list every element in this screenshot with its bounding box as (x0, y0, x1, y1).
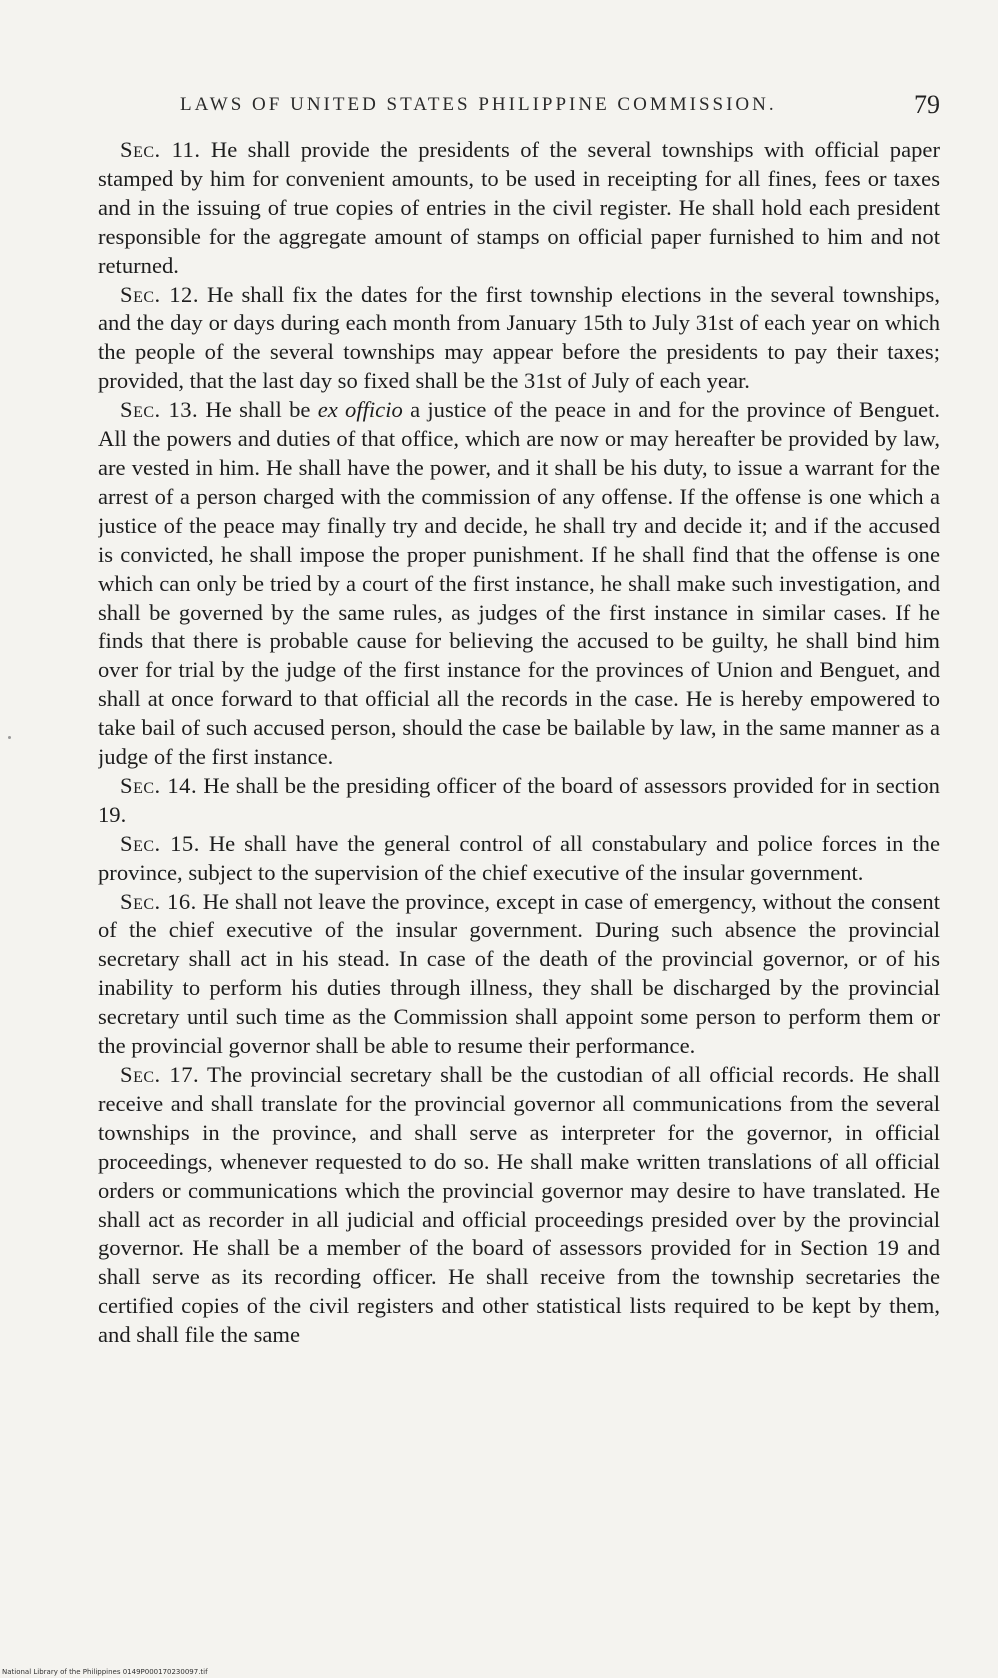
section-text: He shall fix the dates for the first township elections in the several townships, and the day or days during each month from January 15th to July 31st of each year on which the people of the several townships may appear before the presidents to pay their taxes; provided, that the last day so fixed shall be the 31st of July of each year. (98, 281, 940, 394)
section-14 (98, 772, 940, 830)
page-number: 79 (914, 90, 940, 119)
section-11 (98, 136, 940, 281)
section-16 (98, 888, 940, 1061)
section-text: He shall be the presiding officer of the board of assessors provided for in section 19. (98, 772, 940, 827)
section-17 (98, 1061, 940, 1350)
section-text: He shall not leave the province, except in case of emergency, without the consent of the chief executive of the insular government. During such absence the provincial secretary shall act in his stead. In case of the death of the provincial governor, or of his inability to perform his duties through illness, they shall be discharged by the provincial secretary until such time as the Commission shall appoint some person to perform them or the provincial governor shall be able to resume their performance. (98, 888, 940, 1059)
section-15 (98, 830, 940, 888)
section-text: a justice of the peace in and for the province of Benguet. All the powers and duties of that office, which are now or may hereafter be provided by law, are vested in him. He shall have the power, and it shall be his duty, to issue a warrant for the arrest of a person charged with the commission of any offense. If the offense is one which a justice of the peace may finally try and decide, he shall try and decide it; and if the accused is convicted, he shall impose the proper punishment. If he shall find that the offense is one which can only be tried by a court of the first instance, he shall make such investigation, and shall be governed by the same rules, as judges of the first instance in similar cases. If he finds that there is probable cause for believing the accused to be guilty, he shall bind him over for trial by the judge of the first instance for the provinces of Union and Benguet, and shall at once forward to that official all the records in the case. He is hereby empowered to take bail of such accused person, should the case be bailable by law, in the same manner as a judge of the first instance. (98, 397, 940, 770)
running-header (100, 90, 940, 126)
section-text-lead: He shall be (205, 397, 311, 423)
section-label: Sec. 16. (120, 888, 197, 914)
section-label: Sec. 14. (120, 772, 198, 798)
latin-term: ex officio (317, 397, 403, 423)
section-label: Sec. 13. (120, 397, 199, 423)
section-text: He shall have the general control of all constabulary and police forces in the province, subject to the supervision of the chief executive of the insular government. (98, 830, 940, 885)
header-title: LAWS OF UNITED STATES PHILIPPINE COMMISSION. (180, 94, 777, 115)
section-text: He shall provide the presidents of the several townships with official paper stamped by him for convenient amounts, to be used in receipting for all fines, fees or taxes and in the issuing of true copies of entries in the civil register. He shall hold each president responsible for the aggregate amount of stamps on official paper furnished to him and not returned. (98, 137, 940, 278)
scan-source-note: National Library of the Philippines 0149P000170230097.tif (2, 1668, 208, 1676)
section-text: The provincial secretary shall be the custodian of all official records. He shall receive and shall translate for the provincial governor all communications from the several townships in the province, and shall serve as interpreter for the governor, in official proceedings, whenever requested to do so. He shall make written translations of all official orders or communications which the provincial governor may desire to have translated. He shall act as recorder in all judicial and official proceedings presided over by the provincial governor. He shall be a member of the board of assessors provided for in Section 19 and shall serve as its recording officer. He shall receive from the township secretaries the certified copies of the civil registers and other statistical lists required to be kept by them, and shall file the same (98, 1062, 940, 1348)
section-label: Sec. 15. (120, 830, 200, 856)
section-12 (98, 281, 940, 397)
section-label: Sec. 12. (120, 281, 199, 307)
section-label: Sec. 11. (120, 137, 201, 162)
body-text (98, 136, 940, 1596)
scan-speck (8, 736, 11, 739)
section-13 (98, 396, 940, 772)
section-label: Sec. 17. (120, 1062, 200, 1087)
